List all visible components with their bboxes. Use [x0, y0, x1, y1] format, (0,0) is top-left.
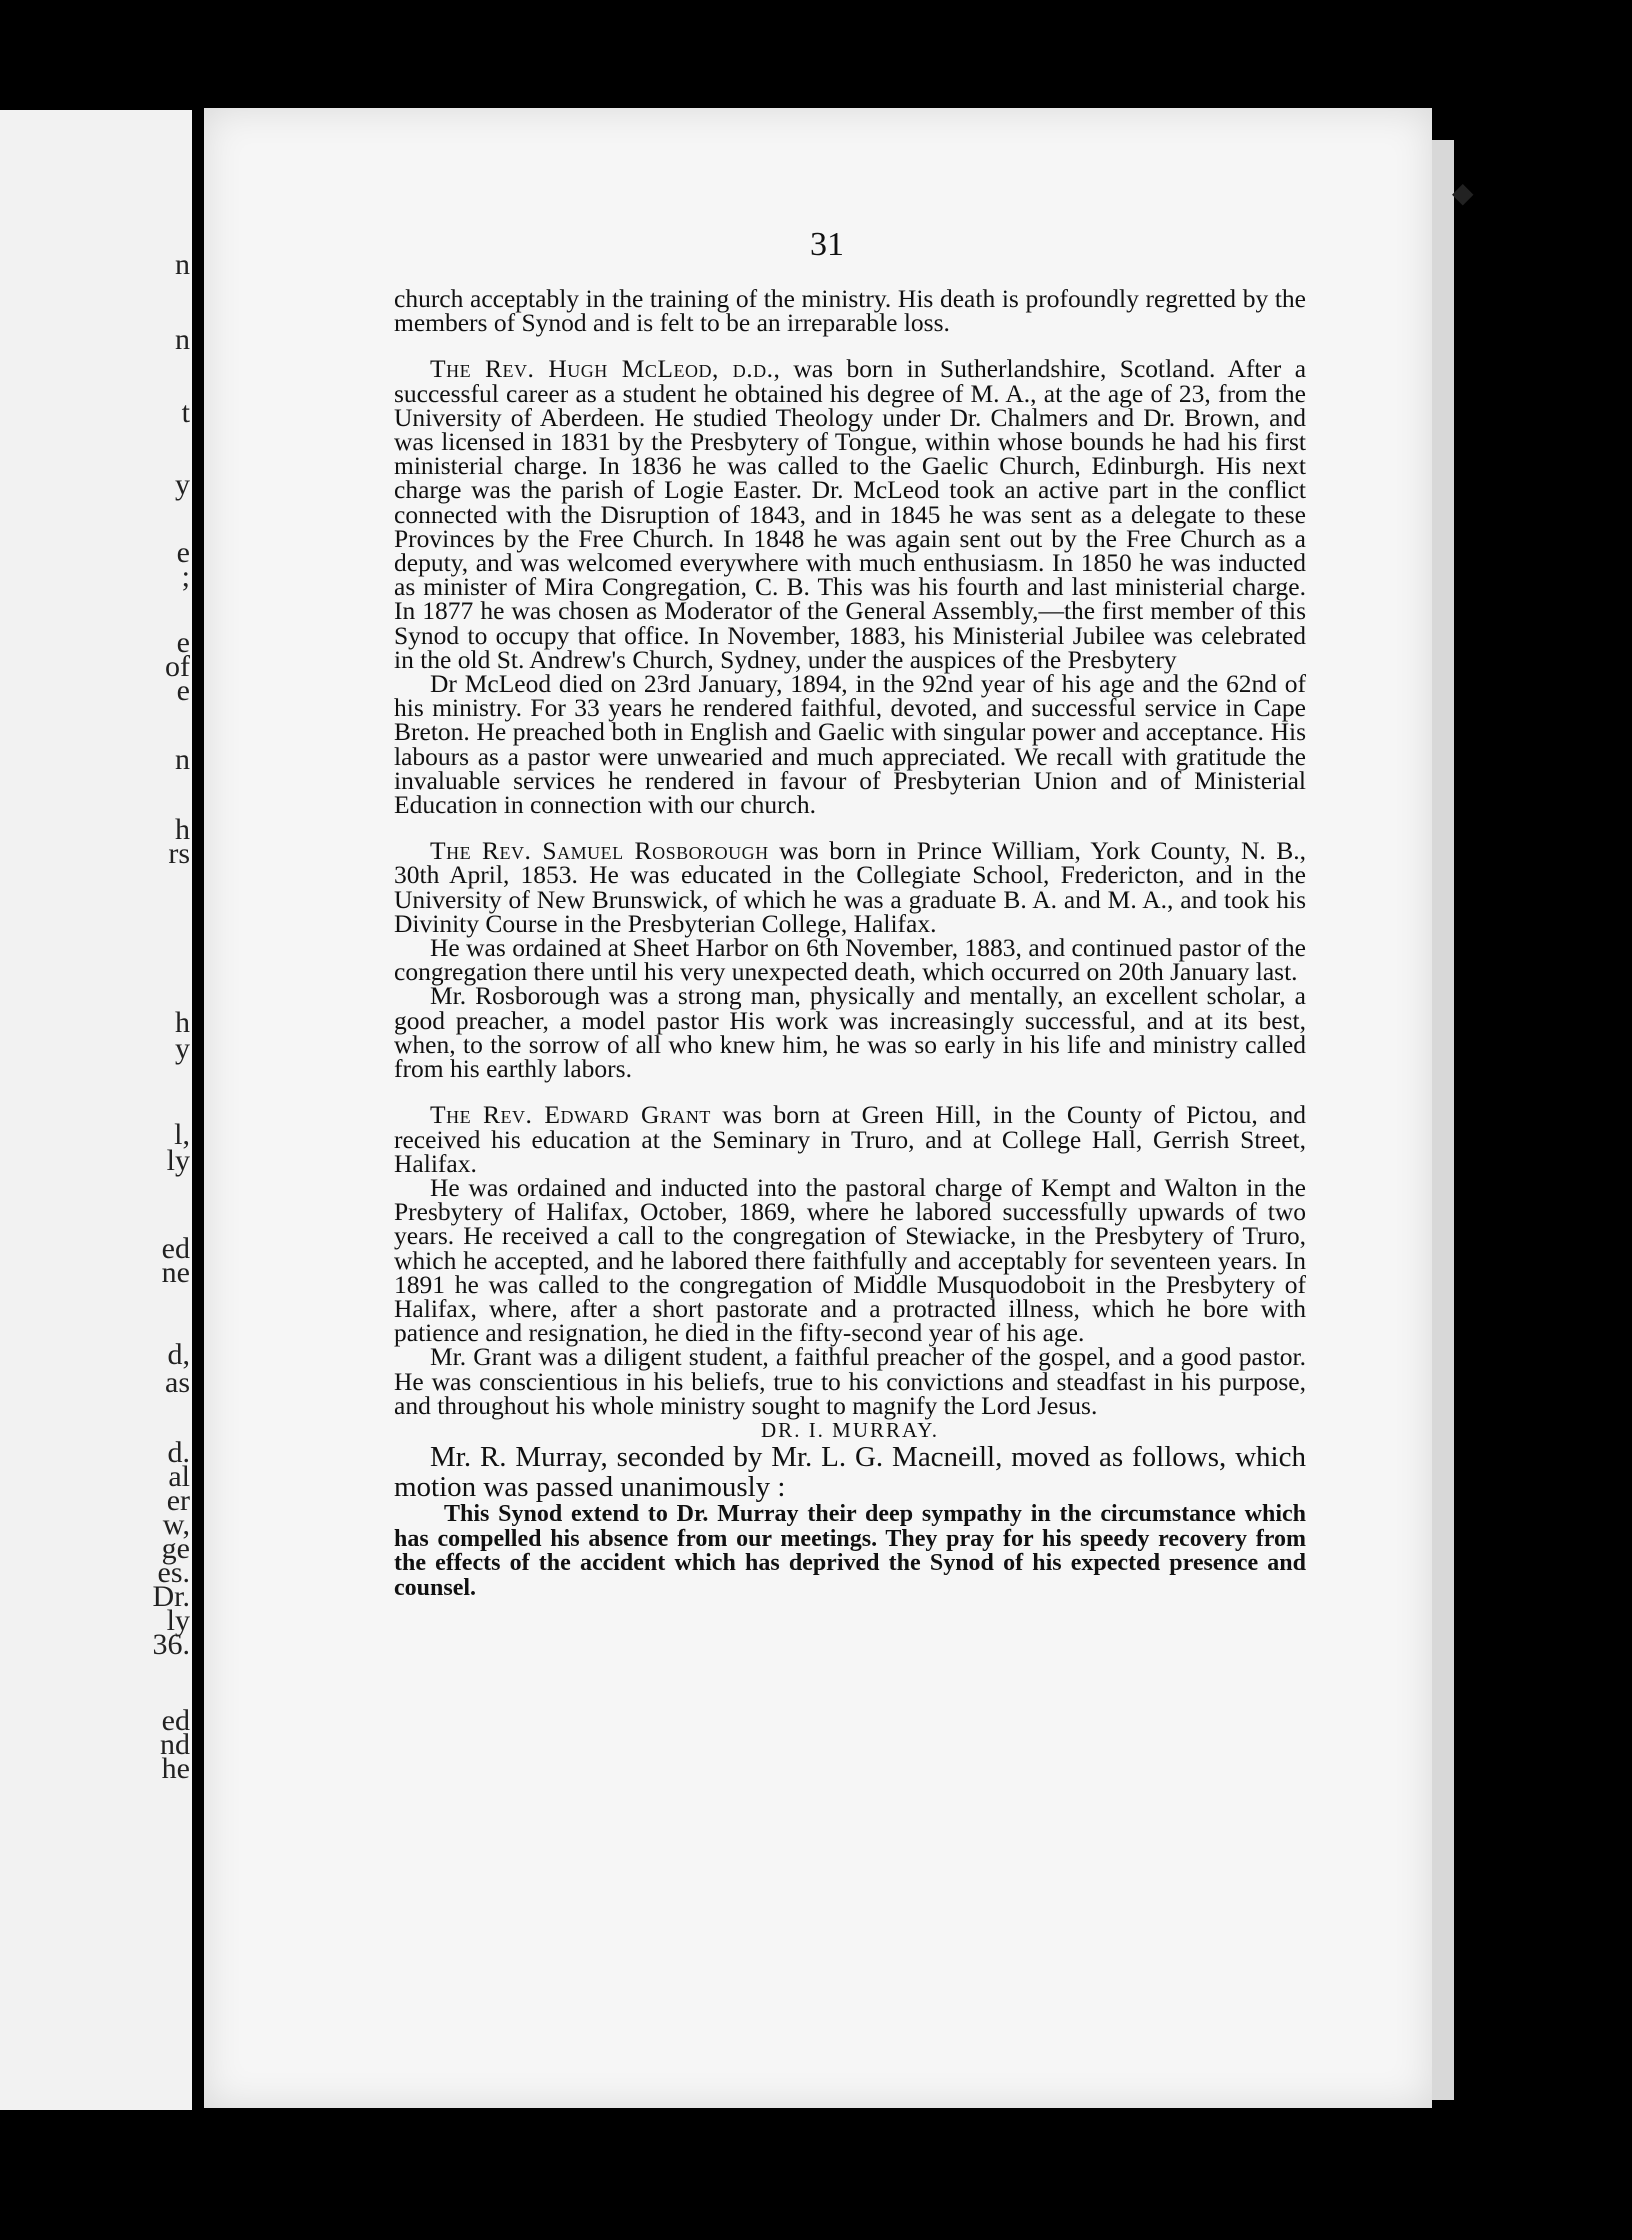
- left-margin-fragment: nd: [160, 1728, 190, 1761]
- left-margin-fragment: d.: [167, 1436, 190, 1469]
- left-margin-fragment: 36.: [152, 1628, 190, 1661]
- left-margin-fragment: of: [165, 650, 190, 683]
- rosborough-text-1: was born in Prince William, York County, N. B., 30th April, 1853. He was educated in the Collegiate School, Fredericton, and in the University of New Brunswick, of which he was a graduate B. A. and M. A., and took his Divinity Course in the Presbyterian College, Halifax.: [394, 836, 1306, 938]
- left-margin-fragment: ly: [166, 1604, 190, 1637]
- mcleod-paragraph-2: Dr McLeod died on 23rd January, 1894, in the 92nd year of his age and the 62nd of his ministry. For 33 years he rendered faithful, devoted, and successful service in Cape Breton. He preached both in English and Gaelic with singular power and acceptance. His labours as a pastor were unwearied and much appreciated. We recall with gratitude the invaluable services he rendered in favour of Presbyterian Union and of Ministerial Education in connection with our church.: [394, 669, 1306, 820]
- rosborough-paragraph-2: He was ordained at Sheet Harbor on 6th November, 1883, and continued pastor of the congregation there until his very unexpected death, which occurred on 20th January last.: [394, 933, 1306, 987]
- left-margin-fragment: er: [166, 1484, 190, 1517]
- motion-paragraph: Mr. R. Murray, seconded by Mr. L. G. Macneill, moved as follows, which motion was passed unanimously :: [394, 1441, 1306, 1504]
- rosborough-paragraph-3: Mr. Rosborough was a strong man, physically and mentally, an excellent scholar, a good preacher, a model pastor His work was increasingly successful, and at its best, when, to the sorrow of all who knew him, he was so early in his life and ministry called from his earthly labors.: [394, 981, 1306, 1084]
- rosborough-paragraph-1: [394, 836, 1306, 938]
- left-margin-fragment: l,: [174, 1118, 190, 1151]
- left-margin-fragment: e: [176, 674, 190, 707]
- left-margin-fragment: ge: [161, 1532, 190, 1565]
- left-margin-fragment: n: [175, 248, 190, 281]
- left-margin-fragment: he: [161, 1752, 190, 1785]
- left-margin-fragment: ne: [161, 1256, 190, 1289]
- left-margin-fragment: as: [165, 1366, 190, 1399]
- section-heading: DR. I. MURRAY.: [761, 1417, 939, 1442]
- left-margin-fragment: es.: [157, 1556, 190, 1589]
- left-margin-fragment: w,: [162, 1508, 190, 1541]
- left-margin-fragment: Dr.: [152, 1580, 190, 1613]
- left-margin-fragment: y: [175, 1032, 190, 1065]
- left-margin-fragment: t: [181, 396, 190, 429]
- grant-paragraph-1: [394, 1100, 1307, 1178]
- opening-paragraph: church acceptably in the training of the ministry. His death is profoundly regretted by the members of Synod and is felt to be an irreparable loss.: [394, 284, 1306, 338]
- left-margin-fragment: e: [176, 626, 190, 659]
- left-margin-fragment: n: [175, 323, 190, 356]
- left-page-fragment: [0, 110, 192, 2110]
- page-marker-arrow-icon: ◆: [1452, 178, 1474, 209]
- left-margin-fragment: e: [176, 536, 190, 569]
- left-margin-fragment: y: [175, 468, 190, 501]
- left-margin-fragment: h: [175, 1006, 190, 1039]
- grant-text-1: was born at Green Hill, in the County of Pictou, and received his education at the Seminary in Truro, and at College Hall, Gerrish Street, Halifax.: [394, 1100, 1307, 1178]
- left-margin-fragment: ;: [181, 560, 190, 593]
- resolution-paragraph: This Synod extend to Dr. Murray their deep sympathy in the circumstance which has compelled his absence from our meetings. They pray for his speedy recovery from the effects of the accident which has deprived the Synod of his expected presence and counsel.: [394, 1501, 1306, 1601]
- left-margin-fragment: n: [175, 743, 190, 776]
- grant-title: The Rev. Edward Grant: [430, 1100, 711, 1130]
- page-edge: [1432, 140, 1454, 2100]
- page-number: 31: [810, 226, 844, 263]
- left-margin-fragment: h: [175, 813, 190, 846]
- left-margin-fragment: ed: [161, 1704, 190, 1737]
- left-margin-fragment: ed: [161, 1232, 190, 1265]
- grant-paragraph-3: Mr. Grant was a diligent student, a faithful preacher of the gospel, and a good pastor. He was conscientious in his beliefs, true to his convictions and steadfast in his purpose, and throughout his whole ministry sought to magnify the Lord Jesus.: [394, 1342, 1306, 1420]
- mcleod-paragraph-1: [394, 354, 1307, 674]
- left-margin-fragment: rs: [168, 837, 190, 870]
- left-margin-fragment: ly: [166, 1144, 190, 1177]
- mcleod-text-1: , was born in Sutherlandshire, Scotland. After a successful career as a student he obtained his degree of M. A., at the age of 23, from the University of Aberdeen. He studied Theology under Dr. Chalmers and Dr. Brown, and was licensed in 1831 by the Presbytery of Tongue, within whose bounds he had his first ministerial charge. In 1836 he was called to the Gaelic Church, Edinburgh. His next charge was the parish of Logie Easter. Dr. McLeod took an active part in the conflict connected with the Disruption of 1843, and in 1845 he was sent as a delegate to these Provinces by the Free Church. In 1848 he was again sent out by the Free Church as a deputy, and was welcomed everywhere with much enthusiasm. In 1850 he was inducted as minister of Mira Congregation, C. B. This was his fourth and last ministerial charge. In 1877 he was chosen as Moderator of the General Assembly,—the first member of this Synod to occupy that office. In November, 1883, his Ministerial Jubilee was celebrated in the old St. Andrew's Church, Sydney, under the auspices of the Presbytery: [394, 354, 1307, 674]
- left-margin-fragment: al: [168, 1460, 190, 1493]
- left-margin-fragment: d,: [167, 1338, 190, 1371]
- document-body: [394, 284, 1307, 1601]
- mcleod-title: The Rev. Hugh McLeod, d.d.: [430, 354, 774, 384]
- rosborough-title: The Rev. Samuel Rosborough: [430, 836, 769, 866]
- grant-paragraph-2: He was ordained and inducted into the pastoral charge of Kempt and Walton in the Presbytery of Halifax, October, 1869, where he labored successfully upwards of two years. He received a call to the congregation of Stewiacke, in the Presbytery of Truro, which he accepted, and he labored there faithfully and acceptably for seventeen years. In 1891 he was called to the congregation of Middle Musquodoboit in the Presbytery of Halifax, where, after a short pastorate and a protracted illness, which he bore with patience and resignation, he died in the fifty-second year of his age.: [394, 1172, 1306, 1348]
